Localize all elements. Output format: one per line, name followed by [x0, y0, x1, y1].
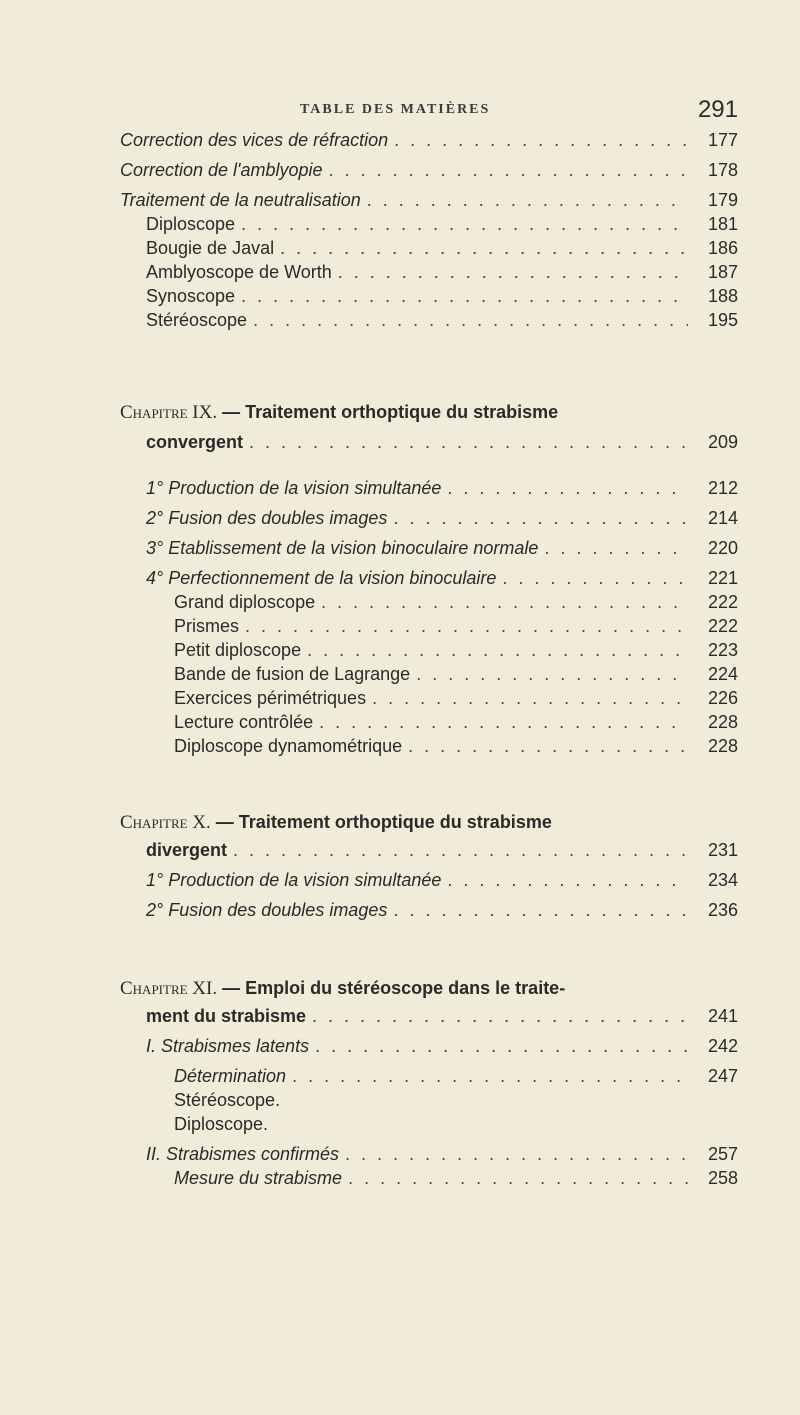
leader-dots [312, 1004, 688, 1028]
running-title: TABLE DES MATIÈRES [300, 102, 491, 117]
toc-subitem: Stéréoscope. [174, 1090, 281, 1110]
toc-entry-title: 2° Fusion des doubles images [146, 900, 388, 920]
leader-dots [292, 1064, 688, 1088]
toc-entry-title: Exercices périmétriques [174, 688, 367, 708]
toc-entry-page: 214 [707, 508, 738, 528]
chapter-heading [120, 810, 552, 835]
leader-dots [321, 590, 688, 614]
toc-entry-page: 178 [707, 160, 738, 180]
toc-entry-page: 222 [707, 592, 738, 612]
toc-entry-title: Lecture contrôlée [174, 712, 314, 732]
toc-entry-page: 223 [707, 640, 738, 660]
chapter-heading-continued [146, 838, 738, 862]
toc-entry-page: 242 [707, 1036, 738, 1056]
leader-dots [416, 662, 688, 686]
toc-entry-page: 220 [707, 538, 738, 558]
leader-dots [372, 686, 688, 710]
leader-dots [408, 734, 688, 758]
toc-entry-title: I. Strabismes latents [146, 1036, 310, 1056]
toc-entry-title: 3° Etablissement de la vision binoculaire normale [146, 538, 539, 558]
toc-entry-title: Bougie de Javal [146, 238, 275, 258]
chapter-heading [120, 400, 558, 425]
toc-entry-title: Bande de fusion de Lagrange [174, 664, 411, 684]
toc-entry [146, 1142, 738, 1166]
toc-entry [146, 308, 738, 332]
chapter-label: Chapitre IX. [120, 402, 218, 423]
leader-dots [233, 838, 688, 862]
leader-dots [253, 308, 688, 332]
toc-entry [174, 1064, 738, 1088]
chapter-page: 241 [707, 1006, 738, 1026]
chapter-heading [120, 976, 565, 1001]
leader-dots [367, 188, 688, 212]
leader-dots [447, 476, 688, 500]
toc-entry [146, 284, 738, 308]
toc-entry-title: Traitement de la neutralisation [120, 190, 361, 210]
leader-dots [544, 536, 688, 560]
leader-dots [241, 284, 688, 308]
toc-entry [146, 236, 738, 260]
chapter-page: 231 [707, 840, 738, 860]
leader-dots [502, 566, 688, 590]
toc-entry-page: 236 [707, 900, 738, 920]
toc-entry [146, 1034, 738, 1058]
toc-entry-page: 247 [707, 1066, 738, 1086]
toc-entry-title: Grand diploscope [174, 592, 316, 612]
toc-entry [146, 898, 738, 922]
leader-dots [393, 506, 688, 530]
toc-entry-title: Correction des vices de réfraction [120, 130, 389, 150]
leader-dots [241, 212, 688, 236]
leader-dots [319, 710, 688, 734]
chapter-title-continued: convergent [146, 432, 244, 452]
toc-entry [174, 662, 738, 686]
toc-entry-page: 257 [707, 1144, 738, 1164]
chapter-page: 209 [707, 432, 738, 452]
leader-dots [394, 128, 688, 152]
toc-entry [120, 128, 738, 152]
toc-entry-page: 224 [707, 664, 738, 684]
leader-dots [249, 430, 688, 454]
chapter-title-continued: divergent [146, 840, 228, 860]
toc-entry-page: 177 [707, 130, 738, 150]
toc-subitem: Diploscope. [174, 1114, 269, 1134]
toc-entry-page: 186 [707, 238, 738, 258]
toc-entry [174, 710, 738, 734]
toc-entry-title: Prismes [174, 616, 240, 636]
toc-entry-title: Diploscope [146, 214, 236, 234]
toc-entry-title: Diploscope dynamométrique [174, 736, 403, 756]
toc-entry-title: 4° Perfectionnement de la vision binoculaire [146, 568, 497, 588]
toc-entry [146, 476, 738, 500]
toc-entry-page: 181 [707, 214, 738, 234]
toc-entry-title: Détermination [174, 1066, 287, 1086]
chapter-label: Chapitre X. [120, 812, 211, 833]
leader-dots [315, 1034, 688, 1058]
toc-entry-page: 228 [707, 736, 738, 756]
leader-dots [307, 638, 688, 662]
leader-dots [280, 236, 688, 260]
toc-entry [146, 260, 738, 284]
leader-dots [345, 1142, 688, 1166]
toc-entry-title: 1° Production de la vision simultanée [146, 478, 442, 498]
toc-entry [174, 614, 738, 638]
toc-entry-page: 179 [707, 190, 738, 210]
toc-entry [146, 212, 738, 236]
toc-entry-title: II. Strabismes confirmés [146, 1144, 340, 1164]
chapter-title: — Traitement orthoptique du strabisme [210, 812, 552, 832]
toc-entry [146, 536, 738, 560]
toc-entry-title: 2° Fusion des doubles images [146, 508, 388, 528]
toc-entry [120, 158, 738, 182]
toc-entry [146, 868, 738, 892]
chapter-heading-continued [146, 430, 738, 454]
chapter-title: — Emploi du stéréoscope dans le traite- [217, 978, 566, 998]
toc-entry [174, 1166, 738, 1190]
toc-entry [174, 734, 738, 758]
leader-dots [338, 260, 688, 284]
toc-entry-page: 228 [707, 712, 738, 732]
leader-dots [447, 868, 688, 892]
toc-entry [174, 590, 738, 614]
toc-entry-title: Stéréoscope [146, 310, 248, 330]
toc-entry-page: 187 [707, 262, 738, 282]
toc-entry [120, 188, 738, 212]
chapter-heading-continued [146, 1004, 738, 1028]
toc-entry-page: 188 [707, 286, 738, 306]
toc-entry [174, 686, 738, 710]
toc-entry-page: 234 [707, 870, 738, 890]
toc-entry-page: 258 [707, 1168, 738, 1188]
toc-entry-title: Amblyoscope de Worth [146, 262, 332, 282]
toc-entry-page: 195 [707, 310, 738, 330]
chapter-title: — Traitement orthoptique du strabisme [217, 402, 559, 422]
leader-dots [393, 898, 688, 922]
toc-entry-title: 1° Production de la vision simultanée [146, 870, 442, 890]
chapter-label: Chapitre XI. [120, 978, 218, 999]
toc-entry-title: Correction de l'amblyopie [120, 160, 323, 180]
toc-entry [146, 566, 738, 590]
toc-entry-title: Mesure du strabisme [174, 1168, 343, 1188]
toc-entry [146, 506, 738, 530]
toc-entry-page: 226 [707, 688, 738, 708]
chapter-title-continued: ment du strabisme [146, 1006, 307, 1026]
toc-entry-title: Synoscope [146, 286, 236, 306]
page-header [0, 96, 800, 126]
toc-entry-page: 222 [707, 616, 738, 636]
toc-entry-title: Petit diploscope [174, 640, 302, 660]
page-number: 291 [697, 96, 738, 123]
leader-dots [348, 1166, 688, 1190]
toc-entry [174, 638, 738, 662]
toc-entry-page: 221 [707, 568, 738, 588]
leader-dots [329, 158, 688, 182]
toc-entry-page: 212 [707, 478, 738, 498]
leader-dots [245, 614, 688, 638]
